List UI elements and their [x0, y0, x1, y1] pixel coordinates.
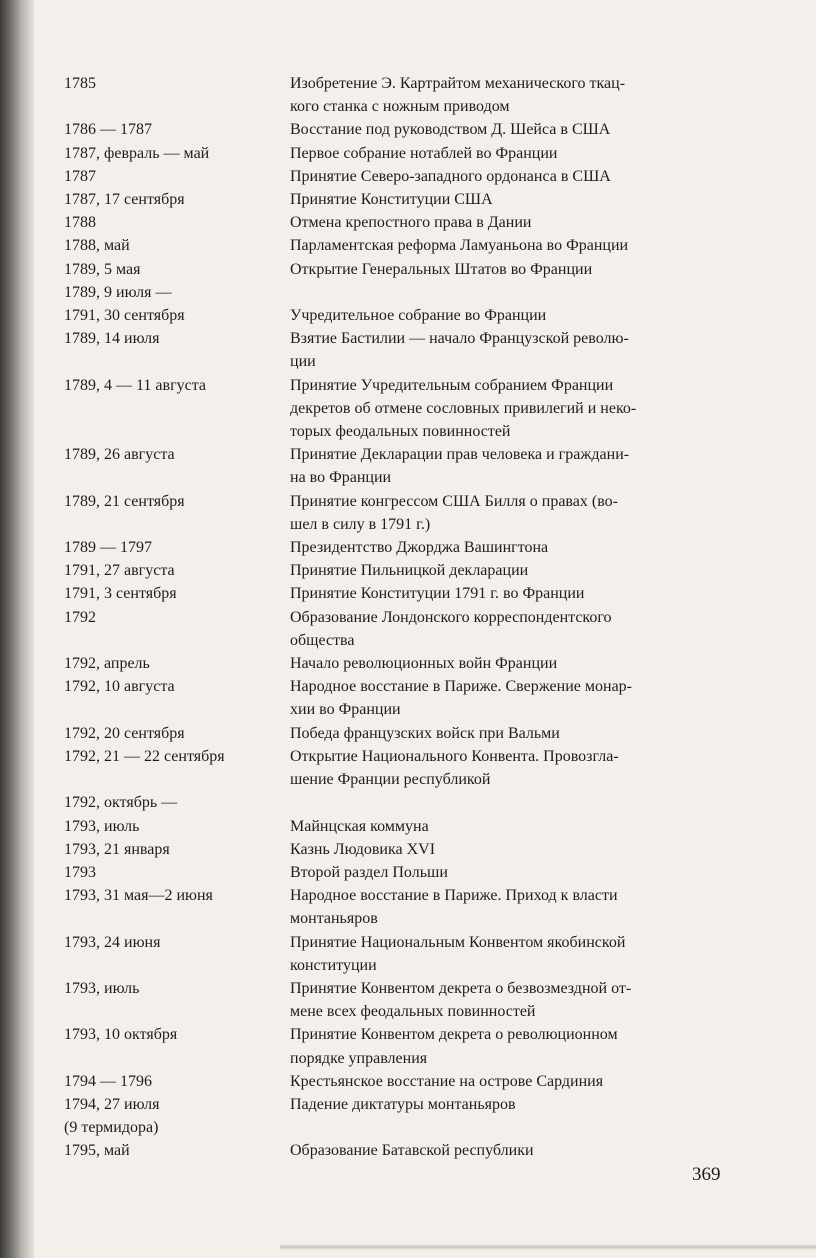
entry-date: 1789, 14 июля — [64, 330, 160, 348]
chronology-list — [64, 72, 744, 1163]
chronology-entry — [64, 559, 744, 582]
page-edge-shadow — [280, 1244, 816, 1250]
chronology-entry — [64, 1093, 744, 1139]
entry-event: Принятие Национальным Конвентом якобинской конституции — [290, 933, 626, 974]
page-number: 369 — [692, 1164, 721, 1185]
entry-event: Парламентская реформа Ламуаньона во Франции — [290, 237, 629, 255]
entry-date: 1792, 20 сентября — [64, 724, 185, 742]
entry-date: 1786 — 1787 — [64, 121, 152, 139]
entry-date: 1789, 5 мая — [64, 260, 141, 278]
chronology-entry — [64, 234, 744, 257]
entry-date: 1789, 4 — 11 августа — [64, 376, 207, 394]
entry-event: Падение диктатуры монтаньяров — [290, 1095, 516, 1113]
entry-event: Первое собрание нотаблей во Франции — [290, 144, 558, 162]
entry-event: Учредительное собрание во Франции — [290, 307, 547, 325]
entry-date: 1789, 9 июля — 1791, 30 сентября — [64, 283, 185, 325]
chronology-entry — [64, 536, 744, 559]
entry-date: 1793, 24 июня — [64, 933, 161, 951]
chronology-entry — [64, 72, 744, 118]
entry-event: Принятие Северо-западного ордонанса в США — [290, 167, 611, 185]
entry-event: Принятие Конституции 1791 г. во Франции — [290, 585, 585, 603]
entry-event: Открытие Генеральных Штатов во Франции — [290, 260, 593, 278]
entry-date: 1792, октябрь — 1793, июль — [64, 794, 178, 835]
chronology-entry — [64, 931, 744, 977]
entry-date: 1788, май — [64, 237, 130, 255]
entry-event: Восстание под руководством Д. Шейса в США — [290, 121, 611, 139]
chronology-entry — [64, 211, 744, 234]
entry-event: Открытие Национального Конвента. Провозгла- шение Франции республикой — [290, 747, 619, 789]
entry-event: Образование Лондонского корреспондентского общества — [290, 608, 612, 649]
chronology-entry — [64, 582, 744, 605]
entry-date: 1793, 31 мая—2 июня — [64, 887, 213, 905]
chronology-entry — [64, 142, 744, 165]
entry-event: Принятие Конвентом декрета о революционном порядке управления — [290, 1026, 618, 1067]
entry-event: Отмена крепостного права в Дании — [290, 214, 532, 232]
entry-event: Второй раздел Польши — [290, 863, 448, 881]
entry-date: 1793 — [64, 863, 96, 881]
chronology-entry — [64, 443, 744, 489]
chronology-entry — [64, 977, 744, 1023]
entry-event: Принятие конгрессом США Билля о правах (во- шел в силу в 1791 г.) — [290, 492, 618, 533]
entry-event: Народное восстание в Париже. Свержение монар- хии во Франции — [290, 678, 632, 719]
chronology-entry — [64, 1139, 744, 1162]
entry-date: 1785 — [64, 75, 96, 92]
chronology-entry — [64, 838, 744, 861]
entry-event: Президентство Джорджа Вашингтона — [290, 539, 549, 557]
entry-event: Крестьянское восстание на острове Сардиния — [290, 1072, 604, 1090]
entry-date: 1792 — [64, 608, 96, 626]
chronology-entry — [64, 1070, 744, 1093]
chronology-entry — [64, 675, 744, 721]
chronology-entry — [64, 165, 744, 188]
chronology-entry — [64, 745, 744, 791]
entry-event: Изобретение Э. Картрайтом механического ткац- кого станка с ножным приводом — [290, 75, 626, 116]
entry-date: 1795, май — [64, 1142, 130, 1160]
chronology-entry — [64, 490, 744, 536]
entry-event: Казнь Людовика XVI — [290, 840, 436, 858]
entry-date: 1793, июль — [64, 979, 140, 997]
entry-event: Образование Батавской республики — [290, 1142, 534, 1160]
chronology-entry — [64, 652, 744, 675]
entry-date: 1791, 27 августа — [64, 562, 175, 580]
entry-date: 1789, 26 августа — [64, 446, 175, 464]
entry-date: 1794, 27 июля (9 термидора) — [64, 1095, 160, 1137]
chronology-entry — [64, 884, 744, 930]
entry-date: 1792, апрель — [64, 655, 150, 673]
entry-event: Принятие Конституции США — [290, 191, 493, 209]
entry-event: Взятие Бастилии — начало Французской револю- ции — [290, 330, 629, 371]
chronology-entry — [64, 258, 744, 281]
entry-date: 1792, 21 — 22 сентября — [64, 747, 225, 765]
entry-date: 1787, 17 сентября — [64, 191, 185, 209]
entry-date: 1789, 21 сентября — [64, 492, 185, 510]
entry-event: Принятие Конвентом декрета о безвозмездной от- мене всех феодальных повинностей — [290, 979, 632, 1021]
entry-event: Принятие Декларации прав человека и граждани- на во Франции — [290, 446, 630, 487]
chronology-entry — [64, 374, 744, 444]
entry-date: 1793, 21 января — [64, 840, 170, 858]
chronology-entry — [64, 606, 744, 652]
entry-event: Майнцская коммуна — [290, 817, 429, 835]
entry-date: 1788 — [64, 214, 96, 232]
book-spine-shadow — [0, 0, 34, 1258]
entry-date: 1792, 10 августа — [64, 678, 175, 696]
chronology-entry — [64, 188, 744, 211]
chronology-entry — [64, 722, 744, 745]
entry-date: 1793, 10 октября — [64, 1026, 178, 1044]
entry-date: 1791, 3 сентября — [64, 585, 177, 603]
chronology-entry — [64, 118, 744, 141]
entry-date: 1787, февраль — май — [64, 144, 210, 162]
entry-event: Народное восстание в Париже. Приход к власти монтаньяров — [290, 887, 618, 928]
entry-event: Победа французских войск при Вальми — [290, 724, 560, 742]
chronology-entry — [64, 327, 744, 373]
entry-event: Начало революционных войн Франции — [290, 655, 558, 673]
entry-date: 1787 — [64, 167, 96, 185]
entry-date: 1794 — 1796 — [64, 1072, 152, 1090]
entry-event: Принятие Учредительным собранием Франции декретов об отмене сословных привилегий и неко- торых феодальных повинностей — [290, 376, 637, 441]
chronology-entry — [64, 1023, 744, 1069]
chronology-entry — [64, 281, 744, 327]
chronology-entry — [64, 791, 744, 837]
chronology-entry — [64, 861, 744, 884]
entry-date: 1789 — 1797 — [64, 539, 152, 557]
entry-event: Принятие Пильницкой декларации — [290, 562, 529, 580]
